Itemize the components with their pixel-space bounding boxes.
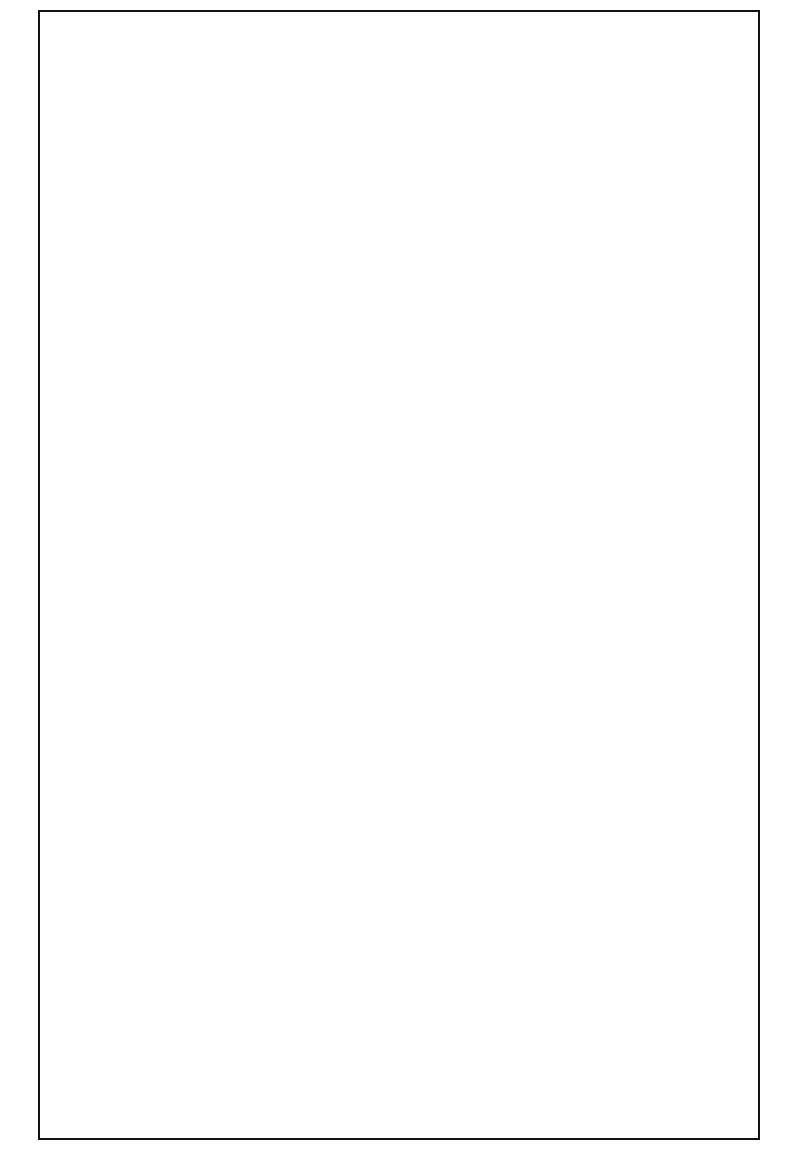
page-frame [38, 10, 760, 1140]
